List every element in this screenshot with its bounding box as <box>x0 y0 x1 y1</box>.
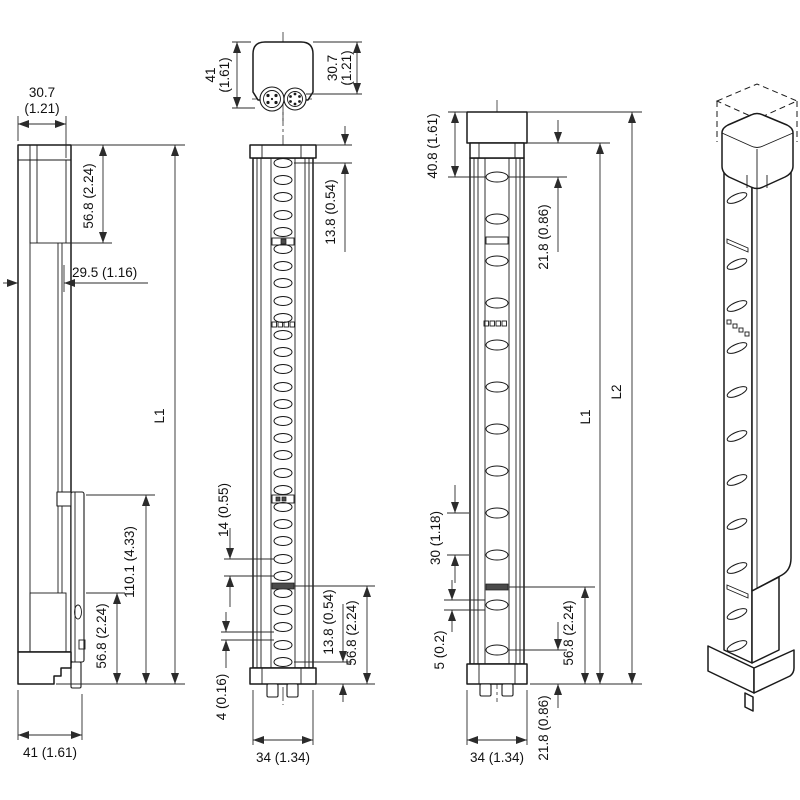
lower-section-label-30: 56.8 (2.24) <box>561 600 576 666</box>
side-lower-section-label: 56.8 (2.24) <box>94 603 109 669</box>
side-depth-label: 29.5 (1.16) <box>72 265 138 280</box>
beam-gap-label-30: 5 (0.2) <box>432 630 447 670</box>
sync-mark-lower-2 <box>282 497 286 501</box>
front-view-14mm <box>214 112 375 765</box>
top-view-width-mm-label: 30.7 <box>325 54 340 82</box>
bottom-foot <box>18 652 71 684</box>
last-beam-offset-label-30: 21.8 (0.86) <box>536 695 551 761</box>
width-label-30: 34 (1.34) <box>469 750 525 765</box>
front-view-30mm <box>425 100 642 765</box>
length1-label: L1 <box>578 409 593 425</box>
connector-m12-right <box>284 88 306 110</box>
iso-side-lower <box>752 577 779 663</box>
beam-pitch-label: 14 (0.55) <box>216 482 231 538</box>
top-view-height-mm-label: 41 <box>203 67 218 83</box>
top-view-height-in-label: (1.61) <box>217 57 232 93</box>
display-element <box>272 583 294 589</box>
dim-30mm-beam-pitch <box>428 485 469 583</box>
dim-side-upper-section <box>66 145 185 243</box>
first-beam-offset-label: 13.8 (0.54) <box>323 179 338 245</box>
side-upper-section-label: 56.8 (2.24) <box>81 163 96 229</box>
dim-top-view-width <box>306 42 362 94</box>
first-beam-offset-label-30: 21.8 (0.86) <box>536 204 551 270</box>
side-bracket-length-label: 110.1 (4.33) <box>122 526 137 598</box>
side-bottom-width-label: 41 (1.61) <box>22 745 78 760</box>
width-label-14: 34 (1.34) <box>255 750 311 765</box>
sync-mark-lower-1 <box>276 497 280 501</box>
end-cap-30 <box>467 664 527 684</box>
isometric-view <box>708 84 797 711</box>
lower-section-label-14: 56.8 (2.24) <box>344 600 359 666</box>
dim-side-bottom-width <box>18 690 82 760</box>
end-cap <box>250 668 316 684</box>
side-view <box>3 85 185 760</box>
top-view <box>203 32 362 122</box>
top-view-width-in-label: (1.21) <box>339 50 354 86</box>
side-top-width-mm-label: 30.7 <box>28 85 56 100</box>
length2-label: L2 <box>609 384 624 400</box>
dim-30mm-lower-section <box>509 587 642 684</box>
iso-side-panel <box>752 166 791 591</box>
side-top-width-in-label: (1.21) <box>24 101 60 116</box>
beam-pitch-label-30: 30 (1.18) <box>428 510 443 566</box>
connector-m12-left <box>260 87 284 111</box>
dim-30mm-length2 <box>527 112 642 684</box>
last-beam-offset-label: 13.8 (0.54) <box>321 589 336 655</box>
beam-gap-label: 4 (0.16) <box>214 673 229 721</box>
display-element-30 <box>486 584 508 590</box>
iso-top-cap <box>722 114 793 191</box>
dim-top-view-height <box>203 42 255 108</box>
dim-side-lower-section <box>86 593 125 684</box>
dim-14mm-width <box>253 690 313 765</box>
dim-30mm-length1 <box>578 143 600 684</box>
side-length-label: L1 <box>152 408 167 424</box>
cap-offset-label: 40.8 (1.61) <box>425 113 440 179</box>
sync-mark-upper <box>281 239 286 244</box>
